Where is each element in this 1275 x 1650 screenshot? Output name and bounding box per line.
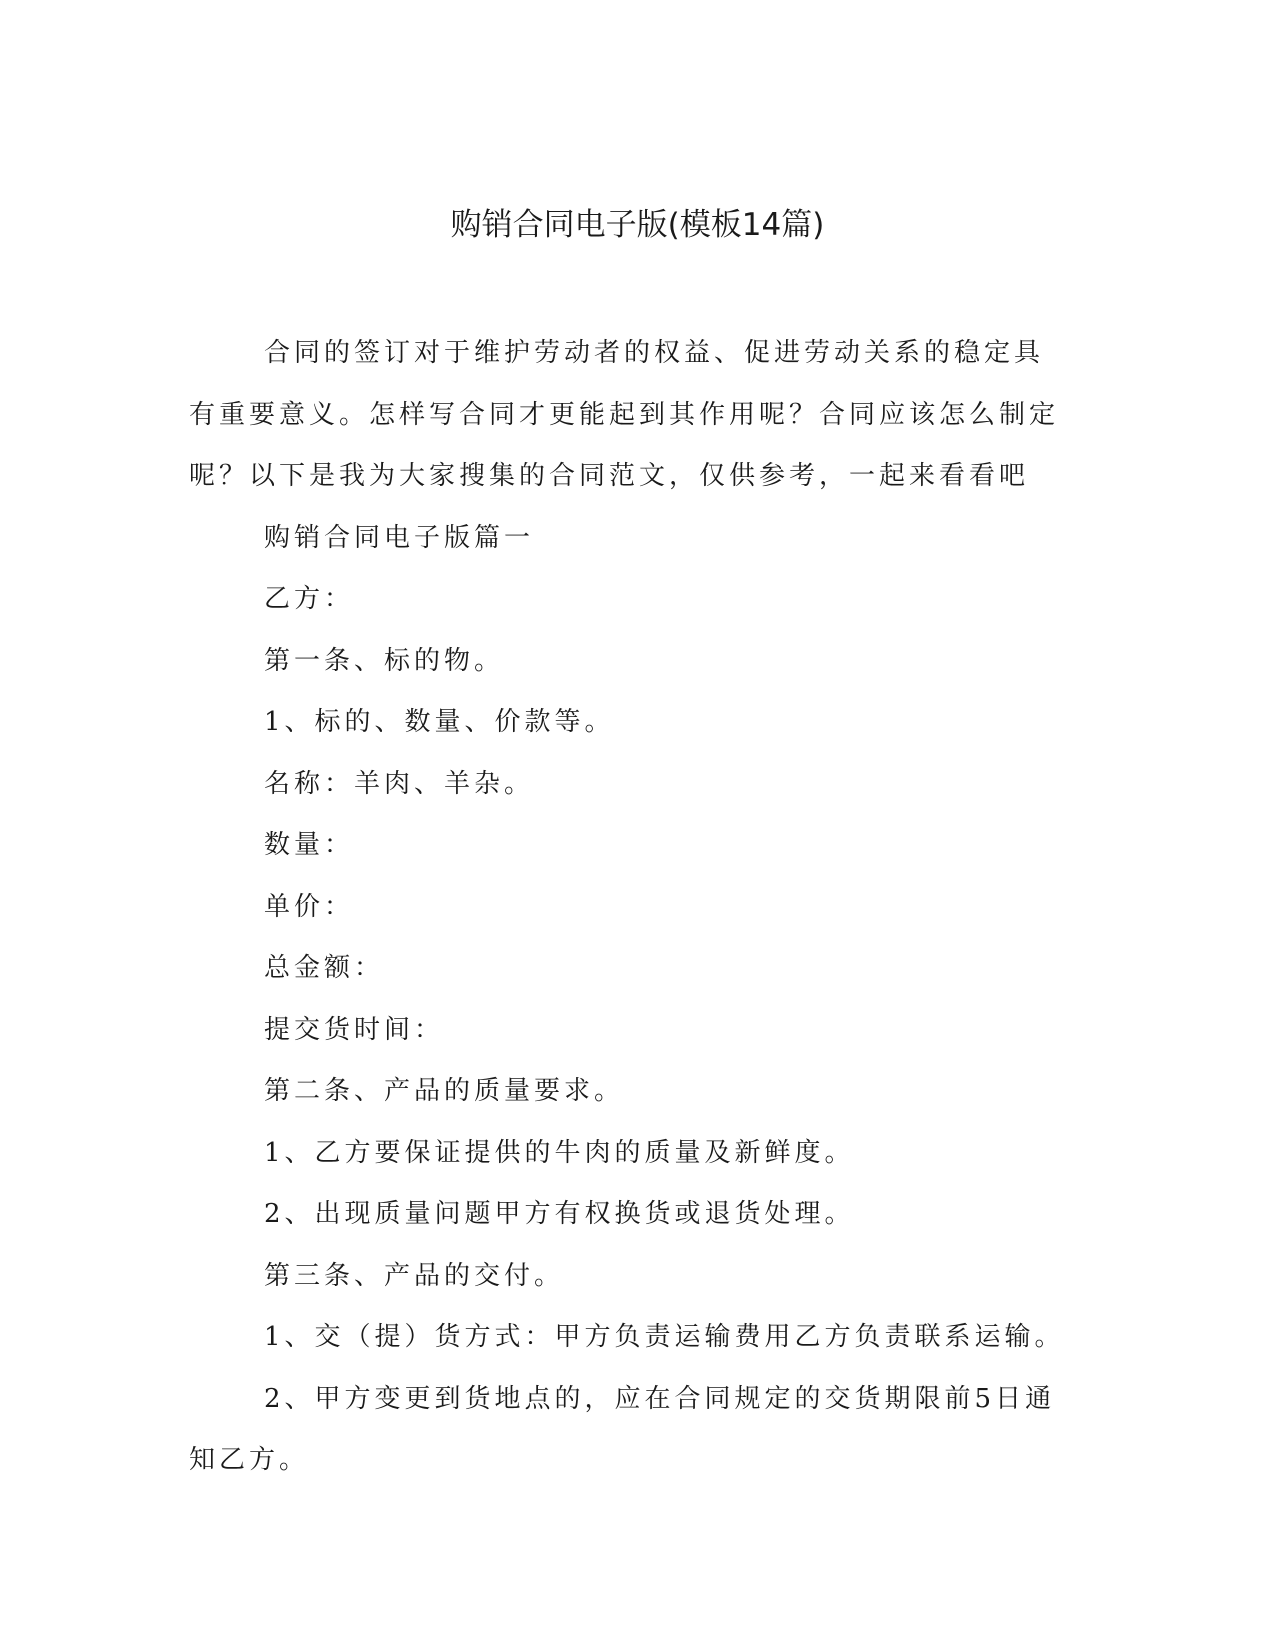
article-3-item-1: 1、交（提）货方式：甲方负责运输费用乙方负责联系运输。 <box>264 1322 1065 1352</box>
delivery-time-line: 提交货时间： <box>264 1014 445 1045</box>
article-2-heading: 第二条、产品的质量要求。 <box>264 1076 625 1106</box>
article-2-item-1: 1、乙方要保证提供的牛肉的质量及新鲜度。 <box>264 1137 855 1168</box>
article-3-item-2: 2、甲方变更到货地点的，应在合同规定的交货期限前5日通知乙方。 <box>189 1383 1056 1475</box>
intro-paragraph: 合同的签订对于维护劳动者的权益、促进劳动关系的稳定具有重要意义。怎样写合同才更能起到其作用呢？合同应该怎么制定呢？以下是我为大家搜集的合同范文，仅供参考，一起来看看吧 <box>189 338 1060 491</box>
unit-price-line: 单价： <box>264 891 355 922</box>
article-1-item-1: 1、标的、数量、价款等。 <box>264 707 615 737</box>
quantity-line: 数量： <box>264 830 355 860</box>
name-line: 名称：羊肉、羊杂。 <box>264 768 535 799</box>
article-1-heading: 第一条、标的物。 <box>264 645 505 676</box>
section-heading: 购销合同电子版篇一 <box>264 522 535 553</box>
document-title: 购销合同电子版(模板14篇) <box>450 207 825 243</box>
document-body <box>189 323 1069 1492</box>
party-b-line: 乙方： <box>264 584 355 614</box>
article-2-item-2: 2、出现质量问题甲方有权换货或退货处理。 <box>264 1199 855 1229</box>
total-amount-line: 总金额： <box>264 953 385 983</box>
article-3-heading: 第三条、产品的交付。 <box>264 1260 565 1291</box>
